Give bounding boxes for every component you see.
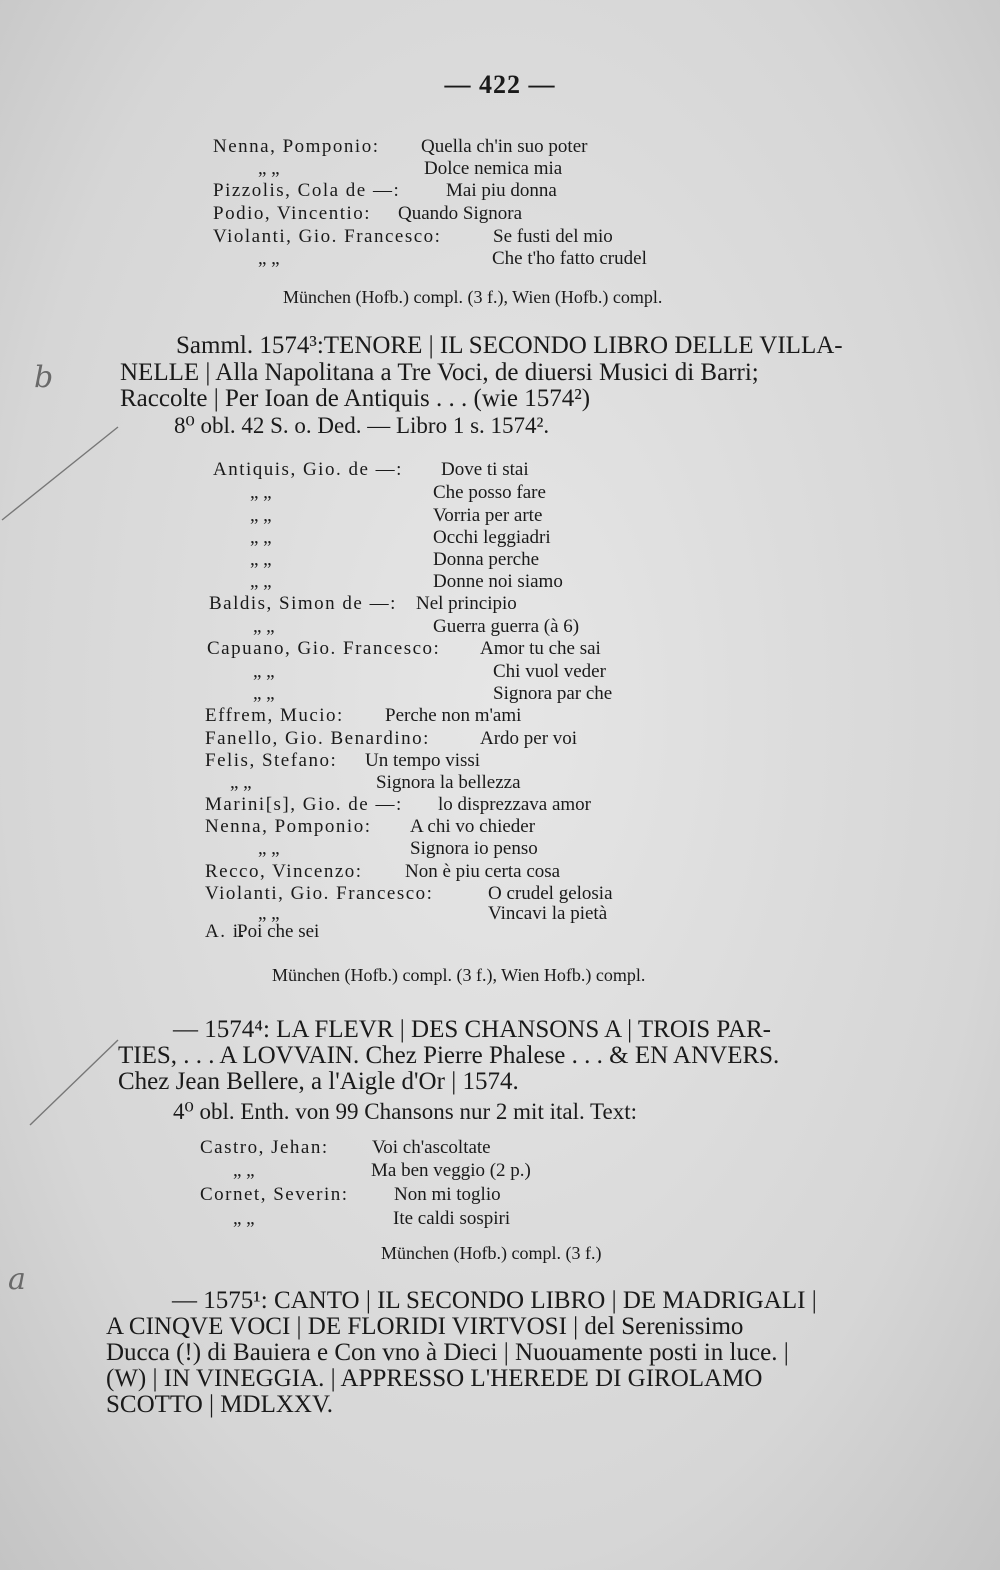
library-holdings: München (Hofb.) compl. (3 f.), Wien Hofb.) compl. xyxy=(272,965,646,985)
entry-meta: 8⁰ obl. 42 S. o. Ded. — Libro 1 s. 1574². xyxy=(174,413,550,438)
composer: Nenna, Pomponio: xyxy=(213,136,380,157)
composer: Fanello, Gio. Benardino: xyxy=(205,728,430,749)
ditto: „ „ xyxy=(253,616,275,637)
composer: Marini[s], Gio. de —: xyxy=(205,794,403,815)
ditto: „ „ xyxy=(258,248,280,269)
composer: Recco, Vincenzo: xyxy=(205,861,363,882)
ditto: „ „ xyxy=(253,683,275,704)
title: Donna perche xyxy=(433,549,540,570)
entry-heading-line: Raccolte | Per Ioan de Antiquis . . . (wie 1574²) xyxy=(120,385,591,412)
composer: Podio, Vincentio: xyxy=(213,203,372,224)
page-number: — 422 — xyxy=(444,70,556,99)
margin-note: b xyxy=(34,360,54,395)
composer: Cornet, Severin: xyxy=(200,1184,349,1205)
composer: Capuano, Gio. Francesco: xyxy=(207,638,441,659)
title: Poi che sei xyxy=(237,921,320,942)
title: Quella ch'in suo poter xyxy=(421,136,588,157)
composer: Castro, Jehan: xyxy=(200,1137,329,1158)
title: Dolce nemica mia xyxy=(424,158,563,179)
library-holdings: München (Hofb.) compl. (3 f.) xyxy=(381,1243,602,1263)
title: Quando Signora xyxy=(398,203,523,224)
ditto: „ „ xyxy=(250,571,272,592)
ditto: „ „ xyxy=(233,1160,255,1181)
title: Vorria per arte xyxy=(433,505,543,526)
ditto: „ „ xyxy=(250,482,272,503)
composer: Effrem, Mucio: xyxy=(205,705,344,726)
ditto: „ „ xyxy=(250,527,272,548)
ditto: „ „ xyxy=(253,661,275,682)
entry-heading-line: A CINQVE VOCI | DE FLORIDI VIRTVOSI | del Serenissimo xyxy=(106,1313,744,1340)
entry-heading-line: Ducca (!) di Bauiera e Con vno à Dieci | Nuouamente posti in luce. | xyxy=(106,1339,789,1366)
entry-heading-line: NELLE | Alla Napolitana a Tre Voci, de diuersi Musici di Barri; xyxy=(120,359,759,386)
entry-heading-line: — 1574⁴: LA FLEVR | DES CHANSONS A | TROIS PAR- xyxy=(173,1016,772,1043)
composer: Violanti, Gio. Francesco: xyxy=(205,883,434,904)
entry-heading-line: Chez Jean Bellere, a l'Aigle d'Or | 1574. xyxy=(118,1068,519,1095)
composer: Baldis, Simon de —: xyxy=(209,593,397,614)
title: Signora io penso xyxy=(410,838,538,859)
title: Ma ben veggio (2 p.) xyxy=(371,1160,531,1181)
title: Amor tu che sai xyxy=(480,638,601,659)
title: Chi vuol veder xyxy=(493,661,606,682)
title: Vincavi la pietà xyxy=(488,903,608,924)
title: O crudel gelosia xyxy=(488,883,613,904)
ditto: „ „ xyxy=(250,505,272,526)
margin-note: a xyxy=(8,1262,26,1297)
title: Voi ch'ascoltate xyxy=(372,1137,491,1158)
entry-heading-line: Samml. 1574³:TENORE | IL SECONDO LIBRO DELLE VILLA- xyxy=(176,332,843,359)
title: Un tempo vissi xyxy=(365,750,481,771)
title: Se fusti del mio xyxy=(493,226,613,247)
composer: A. i. xyxy=(205,921,246,942)
title: Ardo per voi xyxy=(480,728,578,749)
ditto: „ „ xyxy=(258,838,280,859)
composer: Pizzolis, Cola de —: xyxy=(213,180,401,201)
ditto: „ „ xyxy=(233,1208,255,1229)
entry-meta: 4⁰ obl. Enth. von 99 Chansons nur 2 mit ital. Text: xyxy=(173,1099,637,1124)
title: Perche non m'ami xyxy=(385,705,522,726)
composer: Felis, Stefano: xyxy=(205,750,338,771)
composer: Antiquis, Gio. de —: xyxy=(213,459,403,480)
library-holdings: München (Hofb.) compl. (3 f.), Wien (Hofb.) compl. xyxy=(283,287,663,307)
title: Guerra guerra (à 6) xyxy=(433,616,580,637)
title: Signora la bellezza xyxy=(376,772,521,793)
title: Non è piu certa cosa xyxy=(405,861,561,882)
entry-heading-line: — 1575¹: CANTO | IL SECONDO LIBRO | DE MADRIGALI | xyxy=(172,1287,817,1314)
entry-heading-line: SCOTTO | MDLXXV. xyxy=(106,1391,334,1418)
ditto: „ „ xyxy=(258,158,280,179)
title: Dove ti stai xyxy=(441,459,529,480)
pencil-stroke xyxy=(30,1040,118,1125)
title: Ite caldi sospiri xyxy=(393,1208,511,1229)
ditto: „ „ xyxy=(258,903,280,924)
title: Che t'ho fatto crudel xyxy=(492,248,647,269)
title: Occhi leggiadri xyxy=(433,527,551,548)
title: Non mi toglio xyxy=(394,1184,501,1205)
title: lo disprezzava amor xyxy=(438,794,591,815)
entry-heading-line: TIES, . . . A LOVVAIN. Chez Pierre Phalese . . . & EN ANVERS. xyxy=(118,1042,780,1069)
composer: Violanti, Gio. Francesco: xyxy=(213,226,442,247)
composer: Nenna, Pomponio: xyxy=(205,816,372,837)
ditto: „ „ xyxy=(250,549,272,570)
pencil-stroke xyxy=(2,427,118,520)
ditto: „ „ xyxy=(230,772,252,793)
title: Donne noi siamo xyxy=(433,571,563,592)
entry-heading-line: (W) | IN VINEGGIA. | APPRESSO L'HEREDE DI GIROLAMO xyxy=(106,1365,763,1392)
title: A chi vo chieder xyxy=(410,816,536,837)
title: Nel principio xyxy=(416,593,517,614)
title: Che posso fare xyxy=(433,482,546,503)
title: Signora par che xyxy=(493,683,613,704)
title: Mai piu donna xyxy=(446,180,557,201)
